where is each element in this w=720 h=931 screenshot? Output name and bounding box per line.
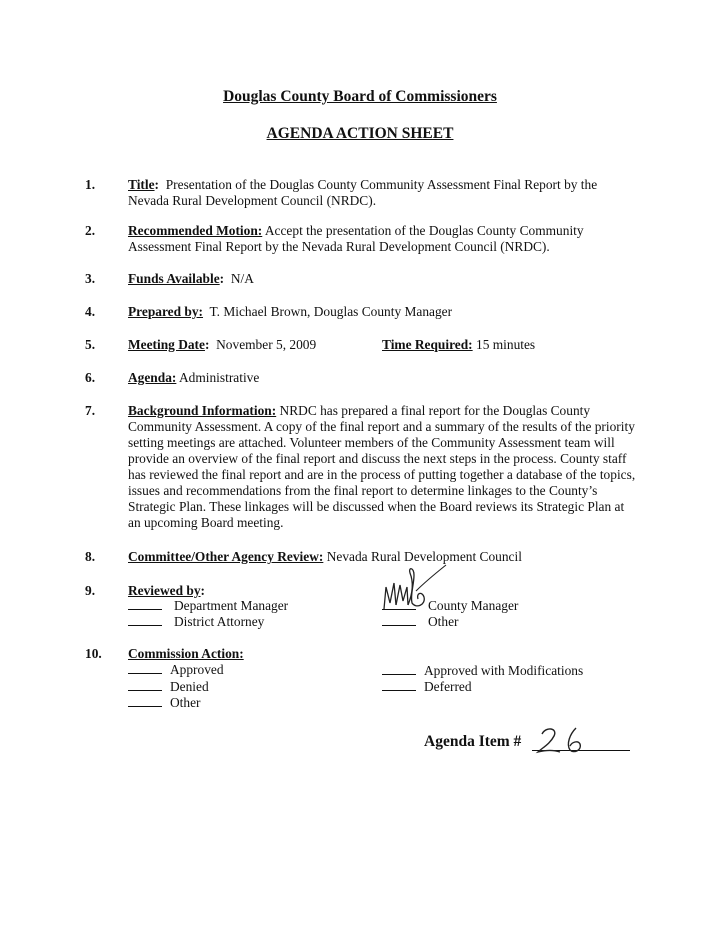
action-approved <box>128 662 224 678</box>
reviewer-department-manager <box>128 598 288 614</box>
item-label-colon: : <box>204 337 210 352</box>
time-required-label: Time Required: <box>382 337 473 352</box>
item-label: Funds Available <box>128 271 220 286</box>
signoff-line <box>128 679 162 691</box>
handwritten-initials <box>380 565 450 615</box>
item-number: 5. <box>85 337 96 352</box>
agenda-item-number-handwritten <box>536 726 596 756</box>
action-deferred <box>382 679 472 695</box>
item-number: 7. <box>85 403 96 418</box>
item-text: T. Michael Brown, Douglas County Manager <box>209 304 453 319</box>
signoff-line <box>382 679 416 691</box>
item-text: Nevada Rural Development Council <box>326 549 522 564</box>
item-label: Commission Action: <box>128 646 244 661</box>
reviewer-label: County Manager <box>428 598 519 613</box>
item-label-colon: : <box>154 177 160 192</box>
action-denied <box>128 679 209 695</box>
item-text: NRDC has prepared a final report for the Douglas County Community Assessment. A copy of the final report and a summary of the results of the priority setting meetings are attached. Volunteer members of the Community Assessment team will provide an overview of the final report and discuss the next steps in the process. County staff has reviewed the final report and are in the process of putting together a database of the topics, issues and recommendations from the final report to determine linkages to the County’s Strategic Plan. These linkages will be discussed when the Board reviews its Strategic Plan at an upcoming Board meeting. <box>128 403 636 530</box>
action-other <box>128 695 201 711</box>
action-label: Other <box>170 695 201 710</box>
meeting-date-value: November 5, 2009 <box>216 337 317 352</box>
reviewer-district-attorney <box>128 614 264 630</box>
item-text: Administrative <box>178 370 260 385</box>
reviewer-label: Department Manager <box>174 598 289 613</box>
reviewer-other <box>382 614 459 630</box>
item-number: 8. <box>85 549 96 564</box>
item-number: 4. <box>85 304 96 319</box>
item-label: Background Information: <box>128 403 277 418</box>
item-label-colon: : <box>200 583 205 598</box>
signoff-line <box>382 663 416 675</box>
signoff-line <box>128 598 162 610</box>
item-label: Agenda: <box>128 370 177 385</box>
item-number: 3. <box>85 271 96 286</box>
reviewer-label: District Attorney <box>174 614 265 629</box>
item-text: N/A <box>230 271 254 286</box>
item-label-colon: : <box>219 271 225 286</box>
organization-heading: Douglas County Board of Commissioners <box>223 88 497 105</box>
item-number: 9. <box>85 583 96 598</box>
item-label: Committee/Other Agency Review: <box>128 549 324 564</box>
agenda-item-label: Agenda Item # <box>424 733 522 750</box>
action-label: Denied <box>170 679 209 694</box>
page-title: AGENDA ACTION SHEET <box>266 125 454 142</box>
item-number: 10. <box>85 646 102 661</box>
signoff-line <box>128 695 162 707</box>
signoff-line <box>382 614 416 626</box>
reviewer-label: Other <box>428 614 459 629</box>
item-label: Recommended Motion: <box>128 223 263 238</box>
item-label: Meeting Date <box>128 337 205 352</box>
time-required <box>382 337 535 353</box>
action-label: Deferred <box>424 679 472 694</box>
action-label: Approved <box>170 662 224 677</box>
signoff-line <box>128 614 162 626</box>
signoff-line <box>128 662 162 674</box>
action-label: Approved with Modifications <box>424 663 584 678</box>
item-number: 1. <box>85 177 96 192</box>
item-text: Presentation of the Douglas County Community Assessment Final Report by the Nevada Rural Development Council (NRDC). <box>128 177 598 208</box>
time-required-value: 15 minutes <box>476 337 536 352</box>
action-approved-with-modifications <box>382 663 583 679</box>
item-label: Title <box>128 177 155 192</box>
item-label: Reviewed by <box>128 583 201 598</box>
item-number: 6. <box>85 370 96 385</box>
item-number: 2. <box>85 223 96 238</box>
item-text: Accept the presentation of the Douglas County Community Assessment Final Report by the Nevada Rural Development Council (NRDC). <box>128 223 584 254</box>
item-label: Prepared by: <box>128 304 204 319</box>
